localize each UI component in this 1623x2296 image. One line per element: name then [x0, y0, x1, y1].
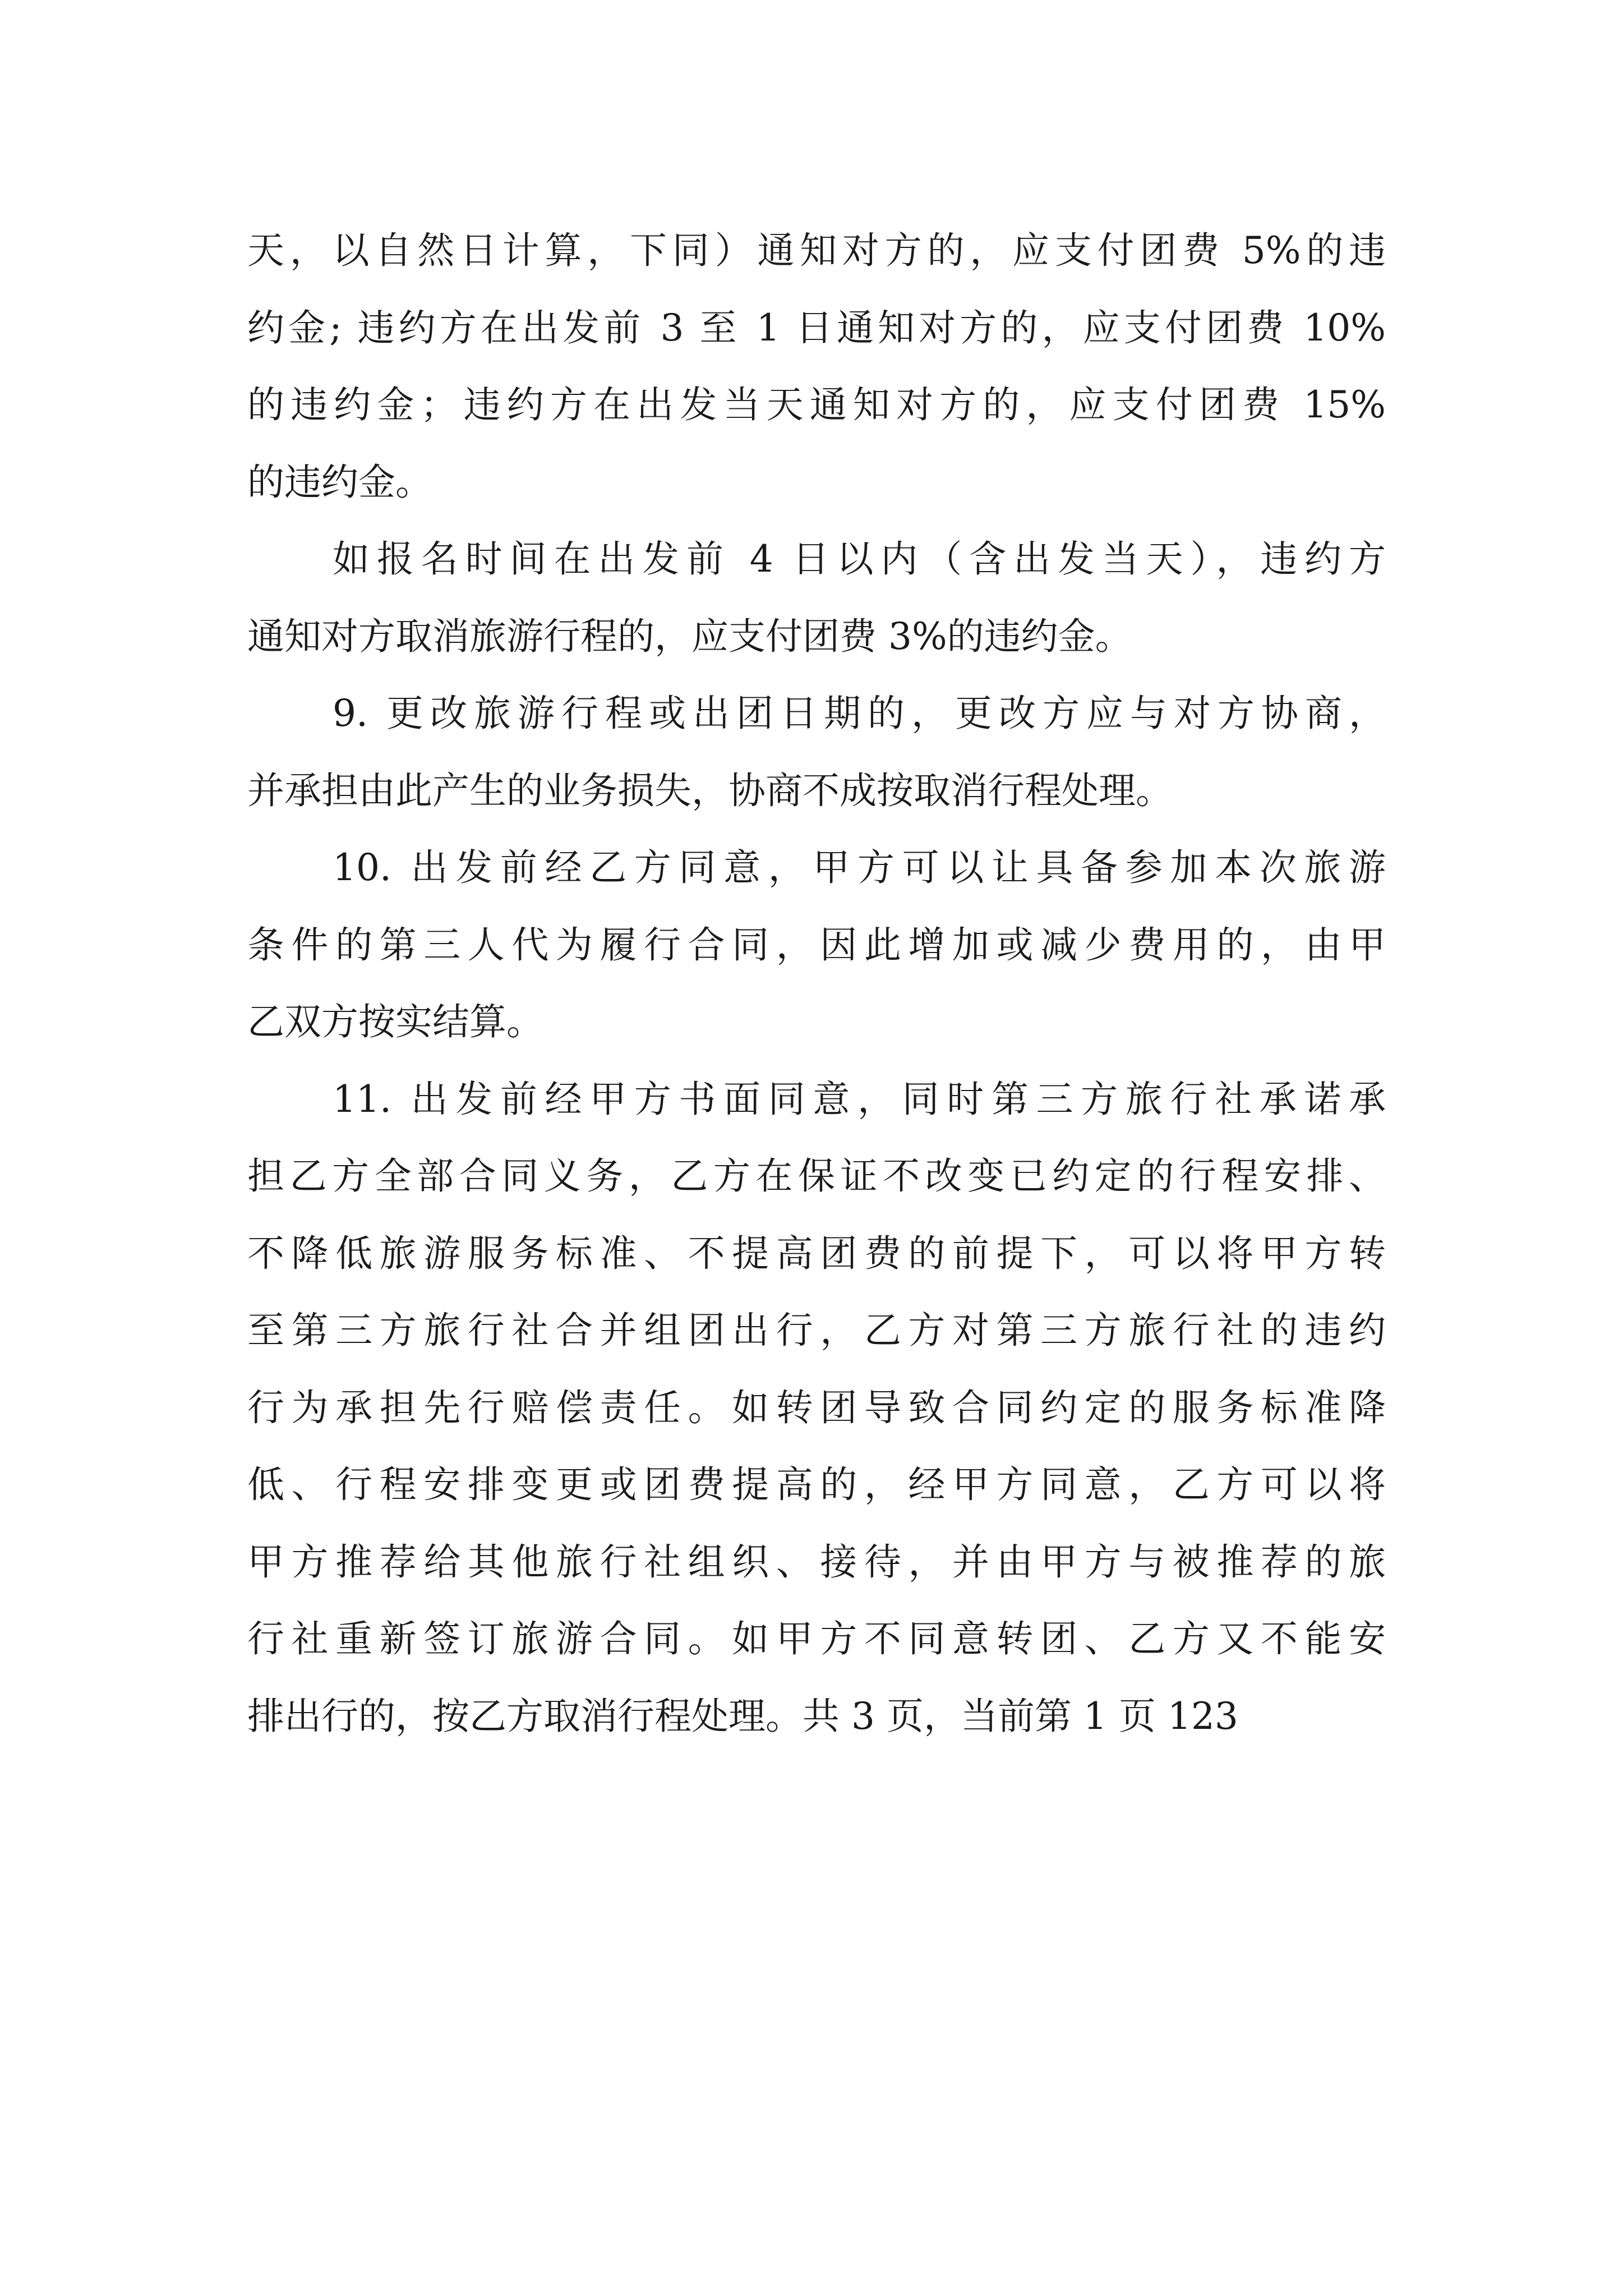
text-line: 行社重新签订旅游合同。如甲方不同意转团、乙方又不能安: [247, 1617, 1386, 1660]
text-line: 条件的第三人代为履行合同，因此增加或减少费用的，由甲: [247, 923, 1386, 967]
text-line: 行为承担先行赔偿责任。如转团导致合同约定的服务标准降: [247, 1386, 1386, 1429]
text-line: 不降低旅游服务标准、不提高团费的前提下，可以将甲方转: [247, 1231, 1386, 1275]
text-line: 天，以自然日计算，下同）通知对方的，应支付团费 5%的违: [247, 229, 1386, 272]
text-line: 担乙方全部合同义务，乙方在保证不改变已约定的行程安排、: [247, 1154, 1386, 1198]
text-line: 并承担由此产生的业务损失，协商不成按取消行程处理。: [247, 769, 1173, 812]
clause-9-line: 9. 更改旅游行程或出团日期的，更改方应与对方协商，: [333, 692, 1386, 735]
text-line: 的违约金。: [247, 460, 432, 504]
text-line: 通知对方取消旅游行程的，应支付团费 3%的违约金。: [247, 614, 1132, 658]
document-body: [247, 212, 1386, 1755]
paragraph-start-line: 如报名时间在出发前 4 日以内（含出发当天），违约方: [333, 537, 1386, 581]
clause-10-line: 10. 出发前经乙方同意，甲方可以让具备参加本次旅游: [333, 846, 1386, 889]
text-line: 乙双方按实结算。: [247, 1000, 543, 1043]
text-line-with-page-footer: 排出行的，按乙方取消行程处理。共 3 页，当前第 1 页 123: [247, 1694, 1238, 1738]
text-line: 甲方推荐给其他旅行社组织、接待，并由甲方与被推荐的旅: [247, 1540, 1386, 1584]
text-line: 至第三方旅行社合并组团出行，乙方对第三方旅行社的违约: [247, 1309, 1386, 1352]
text-line: 低、行程安排变更或团费提高的，经甲方同意，乙方可以将: [247, 1463, 1386, 1506]
text-line: 约金; 违约方在出发前 3 至 1 日通知对方的，应支付团费 10%: [247, 306, 1386, 349]
text-line: 的违约金；违约方在出发当天通知对方的，应支付团费 15%: [247, 383, 1386, 426]
clause-11-line: 11. 出发前经甲方书面同意，同时第三方旅行社承诺承: [333, 1077, 1386, 1121]
